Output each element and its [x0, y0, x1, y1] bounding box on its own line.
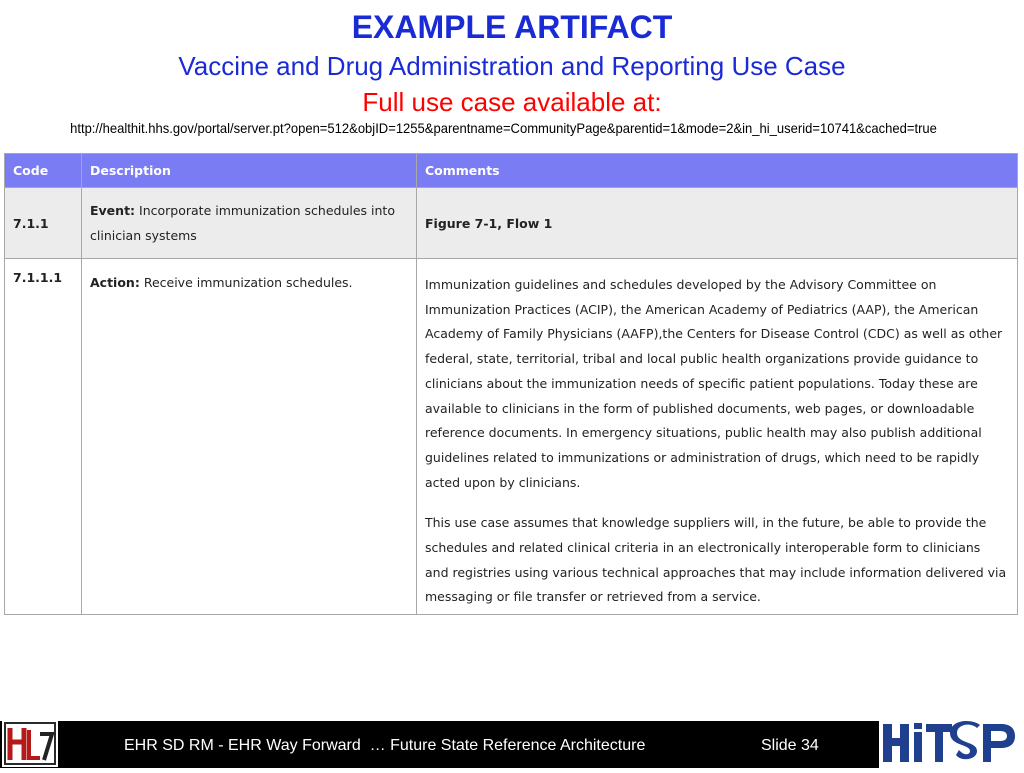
row-description — [82, 259, 417, 615]
row-description — [82, 188, 417, 259]
hitsp-logo — [879, 718, 1024, 768]
comment-paragraph: Immunization guidelines and schedules developed by the Advisory Committee on Immunization Practices (ACIP), the American Academy of Pediatrics (AAP), the American Academy of Family Physicians (AAFP),the Centers for Disease Control (CDC) as well as other federal, state, territorial, tribal and local public health organizations provide guidance to clinicians about the immunization needs of specific patient populations. Today these are available to clinicians in the form of published documents, web pages, or downloadable reference documents. In emergency situations, public health may also publish additional guidelines related to immunizations or administration of drugs, which need to be rapidly acted upon by clinicians. — [425, 277, 1003, 490]
table-header-row — [5, 154, 1018, 188]
source-url[interactable]: http://healthit.hhs.gov/portal/server.pt?open=512&objID=1255&parentname=CommunityPage&parentid=1&mode=2&in_hi_userid=10741&cached=true — [70, 120, 937, 136]
row-comment — [417, 259, 1018, 615]
description-label: Action: — [90, 275, 140, 290]
comment-paragraph: This use case assumes that knowledge suppliers will, in the future, be able to provide the schedules and related clinical criteria in an electronically interoperable form to clinicians and registries using various technical approaches that may include information delivered via messaging or file transfer or retrieved from a service. — [425, 515, 1007, 605]
slide-subtitle: Vaccine and Drug Administration and Reporting Use Case — [178, 51, 846, 81]
row-code: 7.1.1.1 — [5, 259, 82, 615]
slide-title: EXAMPLE ARTIFACT — [351, 9, 673, 45]
slide-number: Slide 34 — [761, 737, 819, 754]
availability-note: Full use case available at: — [362, 87, 662, 117]
column-header-code: Code — [5, 154, 82, 188]
row-comment: Figure 7-1, Flow 1 — [417, 188, 1018, 259]
description-text: Receive immunization schedules. — [139, 275, 353, 290]
column-header-comments: Comments — [417, 154, 1018, 188]
table-row — [5, 188, 1018, 259]
hl7-logo — [2, 720, 58, 767]
use-case-table — [4, 153, 1018, 615]
description-text: Incorporate immunization schedules into clinician systems — [90, 203, 395, 243]
table-row — [5, 259, 1018, 615]
column-header-description: Description — [82, 154, 417, 188]
description-label: Event: — [90, 203, 136, 218]
footer-title: EHR SD RM - EHR Way Forward … Future State Reference Architecture — [124, 737, 646, 754]
row-code: 7.1.1 — [5, 188, 82, 259]
